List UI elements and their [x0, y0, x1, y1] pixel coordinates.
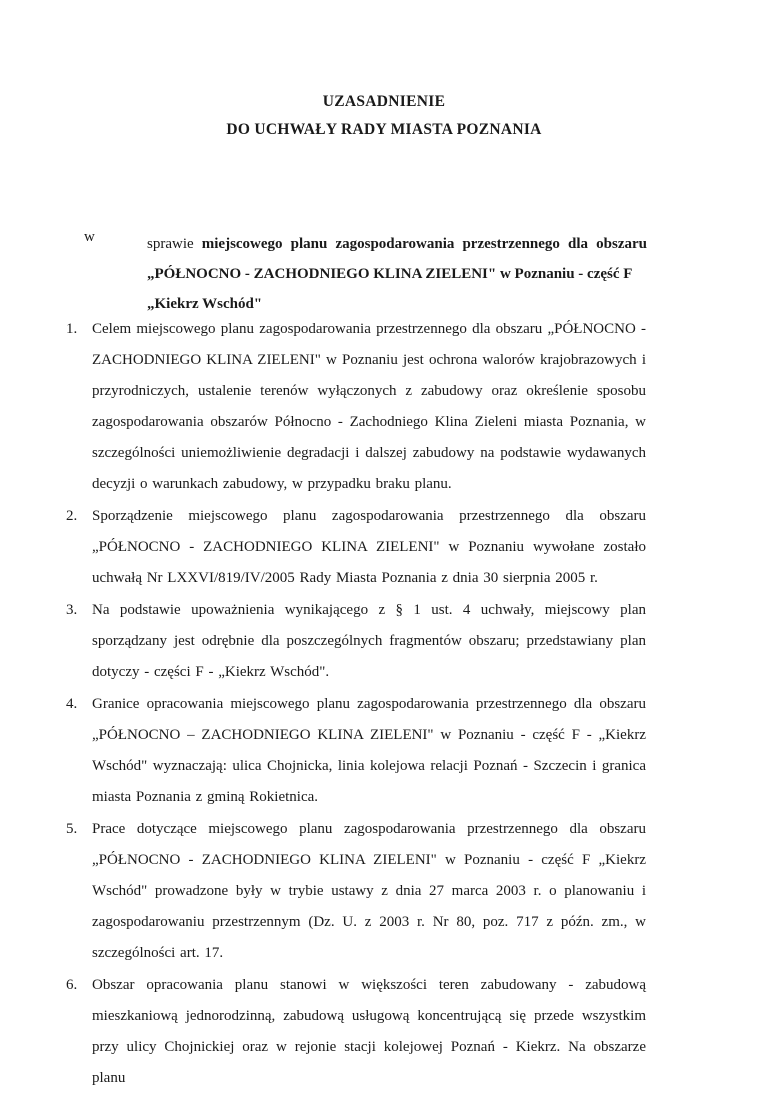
list-item — [66, 595, 646, 688]
subject-word: obszaru — [596, 236, 647, 252]
subject-word: przestrzennego — [462, 236, 560, 252]
subject-word: miejscowego — [201, 236, 283, 252]
document-subtitle: DO UCHWAŁY RADY MIASTA POZNANIA — [226, 121, 542, 138]
subject-block — [147, 229, 647, 319]
item-text: Prace dotyczące miejscowego planu zagospodarowania przestrzennego dla obszaru „PÓŁNOCNO - ZACHODNIEGO KLINA ZIELENI" w Poznaniu - część F „Kiekrz Wschód" prowadzone były w trybie ustawy z dnia 27 marca 2003 r. o planowaniu i zagospodarowaniu przestrzennym (Dz. U. z 2003 r. Nr 80, poz. 717 z późn. zm., w szczególności art. 17. — [92, 821, 646, 961]
item-text: Granice opracowania miejscowego planu zagospodarowania przestrzennego dla obszaru „PÓŁNOCNO – ZACHODNIEGO KLINA ZIELENI" w Poznaniu - część F - „Kiekrz Wschód" wyznaczają: ulica Chojnicka, linia kolejowa relacji Poznań - Szczecin i granica miasta Poznania z gminą Rokietnica. — [92, 696, 646, 805]
item-number: 2. — [66, 508, 78, 524]
list-item — [66, 689, 646, 813]
subject-line-2: „PÓŁNOCNO - ZACHODNIEGO KLINA ZIELENI" w Poznaniu - część F — [147, 266, 633, 282]
item-number: 1. — [66, 321, 78, 337]
item-number: 3. — [66, 602, 78, 618]
justification-list — [66, 314, 646, 1094]
item-text: Na podstawie upoważnienia wynikającego z § 1 ust. 4 uchwały, miejscowy plan sporządzany jest odrębnie dla poszczególnych fragmentów obszaru; przedstawiany plan dotyczy - części F - „Kiekrz Wschód". — [92, 602, 646, 680]
subject-word: sprawie — [147, 236, 194, 252]
subject-word: planu — [290, 236, 328, 252]
item-number: 4. — [66, 696, 78, 712]
item-text: Celem miejscowego planu zagospodarowania przestrzennego dla obszaru „PÓŁNOCNO - ZACHODNIEGO KLINA ZIELENI" w Poznaniu jest ochrona walorów krajobrazowych i przyrodniczych, ustalenie terenów wyłączonych z zabudowy oraz określenie sposobu zagospodarowania obszarów Północno - Zachodniego Klina Zieleni miasta Poznania, w szczególności uniemożliwienie degradacji i dalszej zabudowy na podstawie wydawanych decyzji o warunkach zabudowy, w przypadku braku planu. — [92, 321, 646, 492]
item-text: Obszar opracowania planu stanowi w większości teren zabudowany - zabudową mieszkaniową jednorodzinną, zabudową usługową koncentrującą się przede wszystkim przy ulicy Chojnickiej oraz w rejonie stacji kolejowej Poznań - Kiekrz. Na obszarze planu — [92, 977, 646, 1086]
item-number: 5. — [66, 821, 78, 837]
subject-word: zagospodarowania — [335, 236, 455, 252]
subject-word: dla — [568, 236, 589, 252]
subject-line-1 — [147, 229, 647, 259]
document-title: UZASADNIENIE — [322, 93, 446, 110]
subject-prefix: w — [84, 229, 95, 245]
item-text: Sporządzenie miejscowego planu zagospodarowania przestrzennego dla obszaru „PÓŁNOCNO - ZACHODNIEGO KLINA ZIELENI" w Poznaniu wywołane zostało uchwałą Nr LXXVI/819/IV/2005 Rady Miasta Poznania z dnia 30 sierpnia 2005 r. — [92, 508, 646, 586]
list-item — [66, 970, 646, 1094]
list-item — [66, 814, 646, 969]
subject-line-3: „Kiekrz Wschód" — [147, 296, 263, 312]
item-number: 6. — [66, 977, 78, 993]
list-item — [66, 314, 646, 500]
list-item — [66, 501, 646, 594]
